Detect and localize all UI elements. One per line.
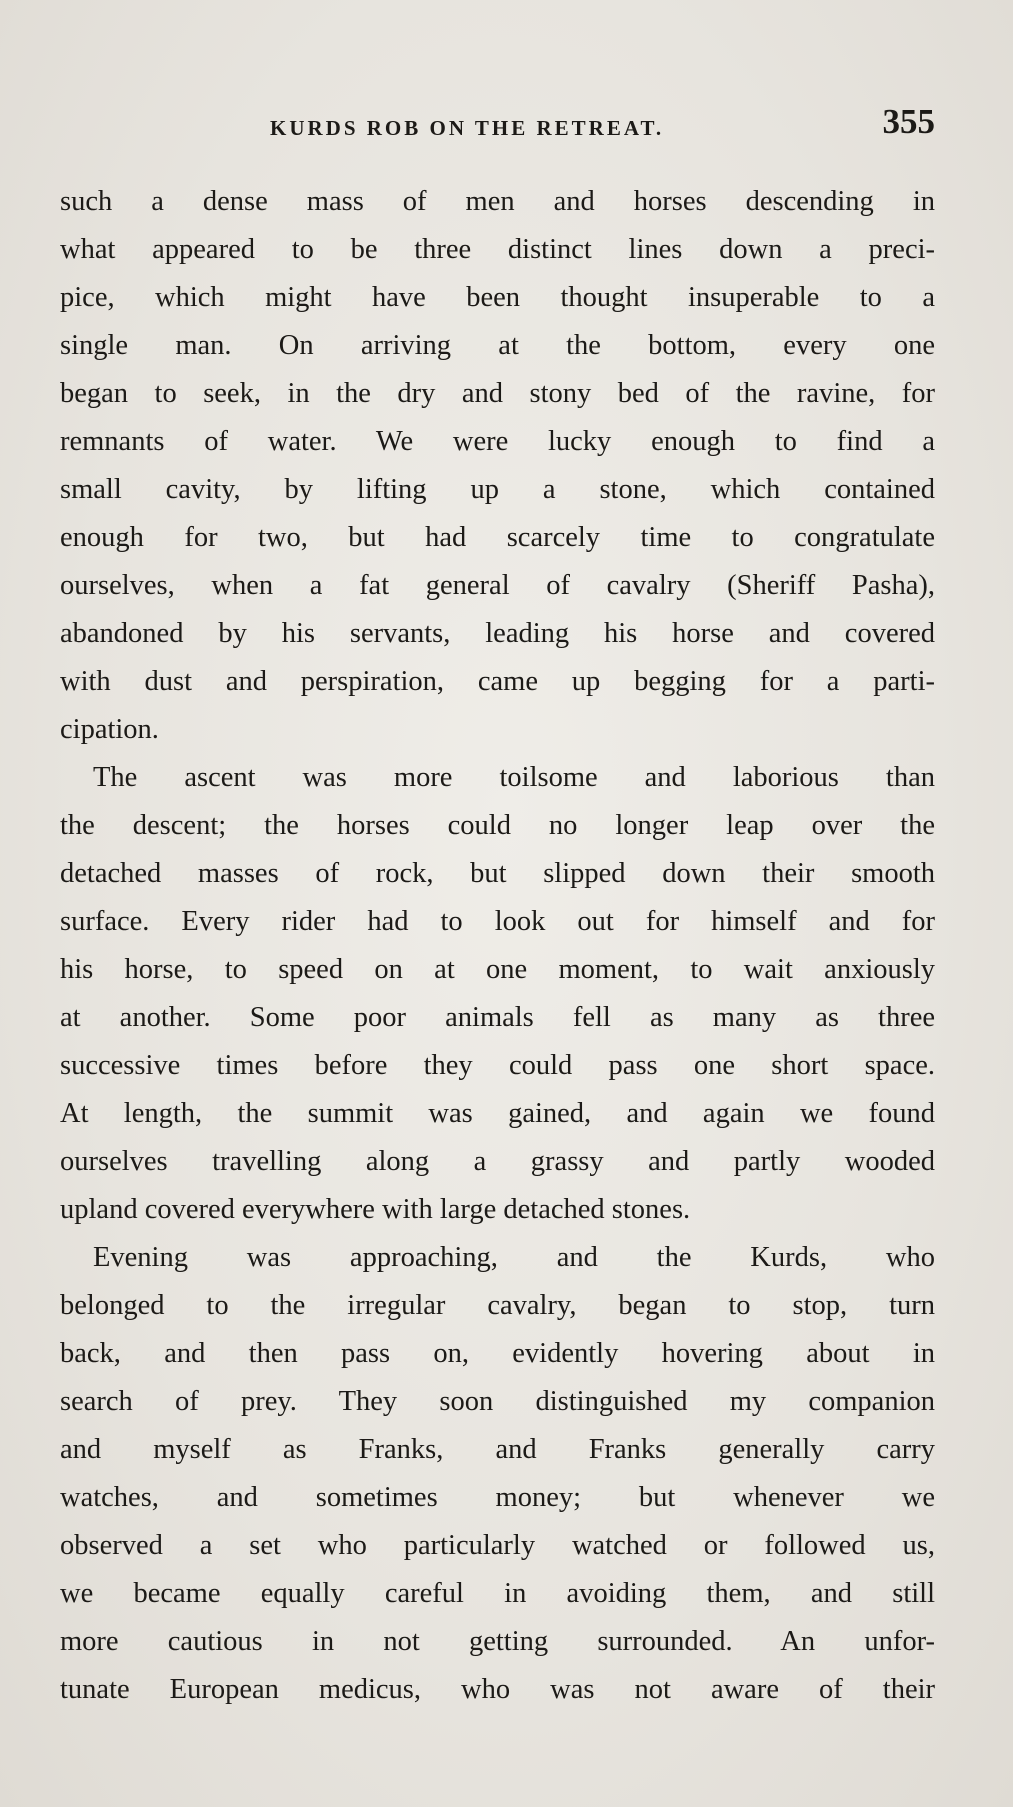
- text-line: ourselves travelling along a grassy and partly wooded: [60, 1146, 935, 1177]
- text-line: The ascent was more toilsome and laborious than: [93, 762, 935, 793]
- text-line: abandoned by his servants, leading his horse and covered: [60, 618, 935, 649]
- text-line: such a dense mass of men and horses descending in: [60, 186, 935, 217]
- text-line: enough for two, but had scarcely time to congratulate: [60, 522, 935, 553]
- running-title: KURDS ROB ON THE RETREAT.: [270, 116, 665, 140]
- text-line: surface. Every rider had to look out for himself and for: [60, 906, 935, 937]
- body-text: [60, 178, 935, 1714]
- text-line: upland covered everywhere with large detached stones.: [60, 1194, 691, 1225]
- text-line: At length, the summit was gained, and again we found: [60, 1098, 935, 1129]
- text-line: successive times before they could pass one short space.: [60, 1050, 935, 1081]
- text-line: watches, and sometimes money; but whenever we: [60, 1482, 935, 1513]
- page-number: 355: [882, 102, 935, 141]
- text-line: belonged to the irregular cavalry, began to stop, turn: [60, 1290, 935, 1321]
- text-line: the descent; the horses could no longer leap over the: [60, 810, 935, 841]
- text-line: remnants of water. We were lucky enough to find a: [60, 426, 935, 457]
- text-line: single man. On arriving at the bottom, every one: [60, 330, 935, 361]
- text-line: back, and then pass on, evidently hovering about in: [60, 1338, 935, 1369]
- text-line: tunate European medicus, who was not aware of their: [60, 1674, 935, 1705]
- text-line: Evening was approaching, and the Kurds, who: [93, 1242, 935, 1273]
- text-line: ourselves, when a fat general of cavalry (Sheriff Pasha),: [60, 570, 935, 601]
- text-line: with dust and perspiration, came up begging for a parti-: [60, 666, 935, 697]
- text-line: and myself as Franks, and Franks generally carry: [60, 1434, 935, 1465]
- text-line: detached masses of rock, but slipped down their smooth: [60, 858, 935, 889]
- text-line: small cavity, by lifting up a stone, which contained: [60, 474, 935, 505]
- text-line: observed a set who particularly watched or followed us,: [60, 1530, 935, 1561]
- text-line: search of prey. They soon distinguished my companion: [60, 1386, 935, 1417]
- text-line: cipation.: [60, 714, 159, 745]
- text-line: more cautious in not getting surrounded. An unfor-: [60, 1626, 935, 1657]
- text-line: his horse, to speed on at one moment, to wait anxiously: [60, 954, 935, 985]
- text-line: pice, which might have been thought insuperable to a: [60, 282, 935, 313]
- text-line: what appeared to be three distinct lines down a preci-: [60, 234, 935, 265]
- running-head: [60, 100, 935, 150]
- text-line: at another. Some poor animals fell as many as three: [60, 1002, 935, 1033]
- text-line: began to seek, in the dry and stony bed of the ravine, for: [60, 378, 935, 409]
- text-line: we became equally careful in avoiding them, and still: [60, 1578, 935, 1609]
